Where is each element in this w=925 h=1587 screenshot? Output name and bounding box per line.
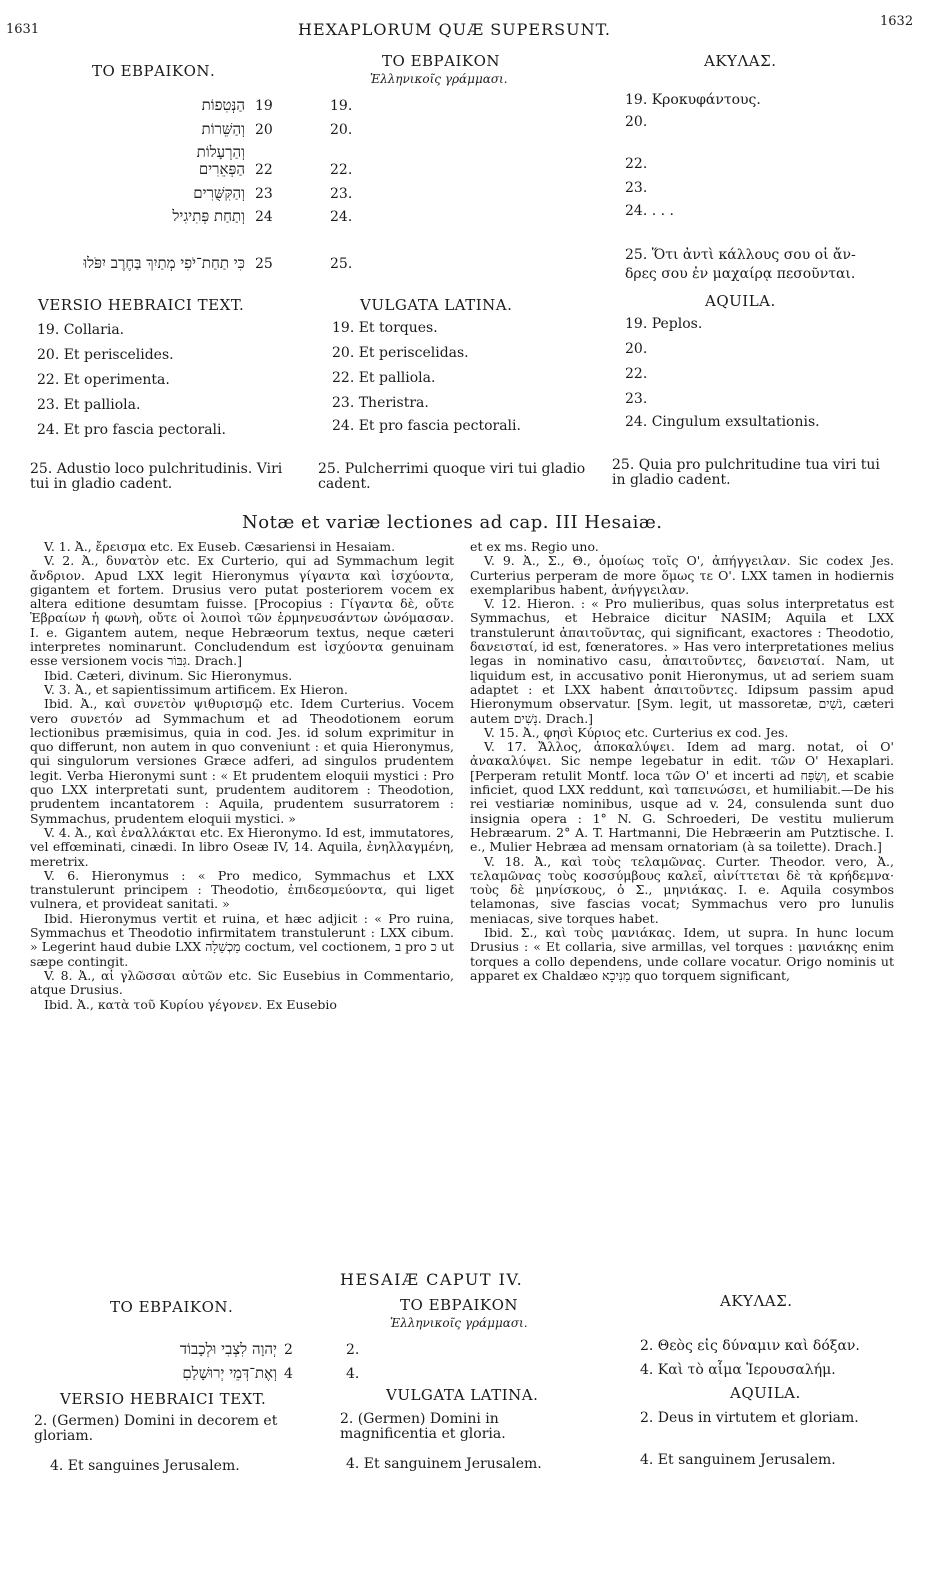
aquila-latin-line: 24. Cingulum exsultationis. bbox=[625, 414, 820, 430]
versio-verse-25: 25. Adustio loco pulchritudinis. Viri tui in gladio cadent. bbox=[30, 461, 283, 492]
aquila-greek-verse: 22. bbox=[625, 156, 648, 172]
hebrew-text: הַנְּטִפוֹת bbox=[201, 96, 245, 114]
note-paragraph: V. 6. Hieronymus : « Pro medico, Symmachus et LXX transtulerunt principem : Theodotio, ἐπιδεσμεύοντα, qui liget vulnera, et provideat sanitati. » bbox=[30, 867, 454, 912]
transliteration-verse: 22. bbox=[330, 162, 353, 178]
hebrew-verse-number: 4 bbox=[284, 1366, 293, 1382]
versio-line: 23. Et palliola. bbox=[37, 397, 141, 413]
aquila-greek-verse: 23. bbox=[625, 180, 648, 196]
aquila-greek-verse: 2. Θεὸς εἰς δύναμιν καὶ δόξαν. bbox=[640, 1338, 860, 1354]
aquila-latin-line: 2. Deus in virtutem et gloriam. bbox=[640, 1410, 859, 1426]
hebrew-verse-number: 22 bbox=[255, 162, 273, 178]
versio-hebraici-heading: VERSIO HEBRAICI TEXT. bbox=[38, 296, 245, 314]
aquila-latin-line: 22. bbox=[625, 366, 648, 382]
aquila-latin-line: 19. Peplos. bbox=[625, 316, 703, 332]
versio-line: 4. Et sanguines Jerusalem. bbox=[50, 1458, 240, 1474]
running-title: HEXAPLORUM QUÆ SUPERSUNT. bbox=[298, 20, 612, 39]
versio-line: 20. Et periscelides. bbox=[37, 347, 174, 363]
note-paragraph: Ibid. Σ., καὶ τοὺς μανιάκας. Idem, ut supra. In hunc locum Drusius : « Et collaria, sive armillas, vel torques : μανιάκης enim torques a collo dependens, unde collare vocatur. Origo nominis ut apparet ex Chaldæo מַנִּיכָא quo torquem significant, bbox=[470, 925, 894, 983]
vulgata-line: 4. Et sanguinem Jerusalem. bbox=[346, 1456, 542, 1472]
aquila-latin-heading: AQUILA. bbox=[730, 1384, 801, 1402]
hebrew-text: וְתַחַת פְּתִיגִיל bbox=[172, 207, 245, 225]
vulgata-line: 20. Et periscelidas. bbox=[332, 345, 469, 361]
versio-line: 2. (Germen) Domini in decorem et gloriam. bbox=[34, 1413, 278, 1444]
aquila-latin-heading: AQUILA. bbox=[705, 292, 776, 310]
vulgata-line: 19. Et torques. bbox=[332, 320, 438, 336]
versio-line: 24. Et pro fascia pectorali. bbox=[37, 422, 226, 438]
hebrew-text: הַפְּאֵרִים bbox=[198, 160, 245, 178]
aquila-greek-column-heading: ΑΚΥΛΑΣ. bbox=[720, 1292, 793, 1310]
note-paragraph: et ex ms. Regio uno. bbox=[470, 539, 599, 554]
hebrew-text: יְהוָה לִצְבִי וּלְכָבוֹד bbox=[179, 1340, 277, 1358]
hebrew-text: כִּי תַחַת־יֹפִי מְתַיִךְ בַּחֶרֶב יִפֹּלוּ bbox=[83, 254, 245, 272]
hebrew-text: וְהַרְעָלוֹת bbox=[196, 143, 245, 161]
page-number-right: 1632 bbox=[880, 14, 914, 29]
note-paragraph: V. 4. Ἀ., καὶ ἐναλλάκται etc. Ex Hieronymo. Id est, immutatores, vel effœminati, cinædi. In libro Oseæ IV, 14. Aquila, ἐνηλλαγμένη, meretrix. bbox=[30, 824, 454, 869]
note-paragraph: V. 2. Ἀ., δυνατὸν etc. Ex Curterio, qui ad Symmachum legit ἄνδριον. Apud LXX legit Hieronymus γίγαντα καὶ ἰσχύοντα, gigantem et fortem. Drusius vero putat posteriorem vocem ex altera editione desumtam fuisse. [Procopius : Γίγαντα δὲ, οὔτε Ἑβραίων ἡ φωνὴ, οὔτε οἱ λοιποὶ τῶν ἑρμηνευσάντων ὠνόμασαν. I. e. Gigantem autem, neque Hebræorum textus, neque cæteri interpretes nominarunt. Concludendum est ἰσχύοντα genuinam esse versionem vocis גִּבּוֹר. Drach.] bbox=[30, 553, 454, 669]
vulgata-line: 23. Theristra. bbox=[332, 395, 429, 411]
notes-right-column bbox=[470, 540, 894, 983]
note-paragraph: V. 1. Ἀ., ἔρεισμα etc. Ex Euseb. Cæsariensi in Hesaiam. bbox=[44, 539, 396, 554]
vulgata-line: 24. Et pro fascia pectorali. bbox=[332, 418, 521, 434]
aquila-greek-verse: 19. Κροκυφάντους. bbox=[625, 92, 761, 108]
hebrew-text: וְאֶת־דְּמֵי יְרוּשָׁלַםִ bbox=[182, 1364, 277, 1382]
transliteration-verse: 25. bbox=[330, 256, 353, 272]
hebrew-column-heading: ΤΟ ΕΒΡΑΙΚΟΝ. bbox=[110, 1298, 234, 1316]
note-paragraph: V. 3. Ἀ., et sapientissimum artificem. Ex Hieron. bbox=[44, 681, 348, 697]
aquila-greek-verse: 20. bbox=[625, 114, 648, 130]
chapter-title: HESAIÆ CAPUT IV. bbox=[340, 1270, 524, 1289]
note-paragraph: V. 8. Ἀ., αἱ γλῶσσαι αὐτῶν etc. Sic Eusebius in Commentario, atque Drusius. bbox=[30, 967, 454, 998]
page-number-left: 1631 bbox=[6, 22, 40, 37]
transliteration-verse: 19. bbox=[330, 98, 353, 114]
note-paragraph: Ibid. Ἀ., κατὰ τοῦ Κυρίου γέγονεν. Ex Eusebio bbox=[44, 996, 337, 1012]
note-paragraph: Ibid. Hieronymus vertit et ruina, et hæc adjicit : « Pro ruina, Symmachus et Theodotio infirmitatem transtulerunt : LXX cibum. » Legerint haud dubie LXX מַכְשֵׁלָה coctum, vel coctionem, ב pro כ ut sæpe contingit. bbox=[30, 910, 454, 969]
transliteration-verse: 20. bbox=[330, 122, 353, 138]
vulgata-heading: VULGATA LATINA. bbox=[386, 1386, 539, 1404]
aquila-greek-verse: 4. Καὶ τὸ αἷμα Ἱερουσαλήμ. bbox=[640, 1362, 836, 1378]
vulgata-line: 2. (Germen) Domini in magnificentia et gloria. bbox=[340, 1411, 506, 1442]
note-paragraph: V. 17. Ἄλλος, ἀποκαλύψει. Idem ad marg. notat, οἱ Ο' ἀνακαλύψει. Sic nempe legebatur in edit. τῶν Ο' Hexaplari. [Perperam retulit Montf. loca τῶν Ο' et incerti ad וְשִׂפַּח, et scabie inficiet, quod LXX reddunt, καὶ ταπεινώσει, et humiliabit.—De his rei vestiariæ nominibus, usque ad v. 24, consulenda sunt duo insignia opera : 1° N. G. Schroederi, De vestitu mulierum Hebræarum. 2° A. T. Hartmanni, Die Hebræerin am Putztische. I. e., Mulier Hebræa ad mensam ornatoriam (à sa toilette). Drach.] bbox=[470, 739, 894, 855]
aquila-greek-verse: 25. Ὅτι ἀντὶ κάλλους σου οἱ ἄν- bbox=[625, 247, 856, 263]
aquila-latin-line: 4. Et sanguinem Jerusalem. bbox=[640, 1452, 836, 1468]
hebrew-verse-number: 20 bbox=[255, 122, 273, 138]
versio-line: 22. Et operimenta. bbox=[37, 372, 170, 388]
note-paragraph: V. 9. Ἀ., Σ., Θ., ὁμοίως τοῖς Ο', ἀπήγγειλαν. Sic codex Jes. Curterius perperam de more ὅμως τε Ο'. LXX tamen in hodiernis exemplaribus habent, ἀνήγγειλαν. bbox=[470, 553, 894, 597]
aquila-latin-line: 20. bbox=[625, 341, 648, 357]
aquila-latin-verse-25: 25. Quia pro pulchritudine tua viri tui in gladio cadent. bbox=[612, 457, 880, 488]
vulgata-line: 22. Et palliola. bbox=[332, 370, 436, 386]
transliteration-column-subheading: Ἑλληνικοῖς γράμμασι. bbox=[370, 72, 508, 86]
transliteration-verse: 23. bbox=[330, 186, 353, 202]
aquila-latin-line: 23. bbox=[625, 391, 648, 407]
versio-hebraici-heading: VERSIO HEBRAICI TEXT. bbox=[60, 1390, 267, 1408]
note-paragraph: V. 15. Ἀ., φησὶ Κύριος etc. Curterius ex cod. Jes. bbox=[484, 724, 789, 740]
transliteration-column-heading: ΤΟ ΕΒΡΑΙΚΟΝ bbox=[382, 52, 501, 70]
hebrew-text: וְהַשֵּׁרוֹת bbox=[201, 120, 245, 138]
note-paragraph: Ibid. Ἀ., καὶ συνετὸν ψιθυρισμῷ etc. Idem Curterius. Vocem vero συνετόν ad Symmachum et ad Theodotionem eorum lectionibus præmisimus, quia in cod. Jes. id solum exprimitur in quo differunt, non autem in quo conveniunt : et quia Hieronymus, qui singulorum versiones Græce adferi, ad singulos prudentem legit. Verba Hieronymi sunt : « Et prudentem eloquii mystici : Pro quo LXX interpretati sunt, prudentem auditorem : Theodotion, prudentem incantatorem : Aquila, prudentem susurratorem : Symmachus, prudentem eloquii mystici. » bbox=[30, 696, 454, 826]
hebrew-column-heading: ΤΟ ΕΒΡΑΙΚΟΝ. bbox=[92, 62, 216, 80]
aquila-greek-verse-continued: δρες σου ἐν μαχαίρᾳ πεσοῦνται. bbox=[625, 266, 856, 282]
notes-left-column bbox=[30, 540, 454, 1012]
note-paragraph: V. 18. Ἀ., καὶ τοὺς τελαμῶνας. Curter. Theodor. vero, Ἀ., τελαμῶνας τοὺς κοσσύμβους καλεῖ, αἰνίττεται δὲ τὰ κρήδεμνα· τοὺς δὲ μηνίσκους, ὁ Σ., μηνιάκας. I. e. Aquila cosymbos telamonas, sive fascias vocat; Symmachus vero pro lunulis meniacas, sive torques habet. bbox=[470, 853, 894, 926]
notes-title: Notæ et variæ lectiones ad cap. III Hesaiæ. bbox=[242, 512, 663, 533]
hebrew-verse-number: 25 bbox=[255, 256, 273, 272]
transliteration-verse: 2. bbox=[346, 1342, 360, 1358]
hebrew-verse-number: 23 bbox=[255, 186, 273, 202]
transliteration-column-heading: ΤΟ ΕΒΡΑΙΚΟΝ bbox=[400, 1296, 519, 1314]
note-paragraph: Ibid. Cæteri, divinum. Sic Hieronymus. bbox=[44, 667, 293, 683]
hebrew-verse-number: 19 bbox=[255, 98, 273, 114]
hebrew-text: וְהַקִּשֻּׁרִים bbox=[193, 184, 245, 202]
transliteration-verse: 24. bbox=[330, 209, 353, 225]
versio-line: 19. Collaria. bbox=[37, 322, 125, 338]
transliteration-column-subheading: Ἑλληνικοῖς γράμμασι. bbox=[390, 1316, 528, 1330]
hebrew-verse-number: 24 bbox=[255, 209, 273, 225]
transliteration-verse: 4. bbox=[346, 1366, 360, 1382]
aquila-greek-verse: 24. . . . bbox=[625, 203, 674, 219]
vulgata-heading: VULGATA LATINA. bbox=[360, 296, 513, 314]
hebrew-verse-number: 2 bbox=[284, 1342, 293, 1358]
vulgata-verse-25: 25. Pulcherrimi quoque viri tui gladio cadent. bbox=[318, 461, 586, 492]
aquila-greek-column-heading: ΑΚΥΛΑΣ. bbox=[704, 52, 777, 70]
note-paragraph: V. 12. Hieron. : « Pro mulieribus, quas solus interpretatus est Symmachus, et Hebraice dicitur NASIM; Aquila et LXX transtulerunt ἀπαιτοῦντας, qui significant, exactores : Theodotio, δανεισταί, id est, fœneratores. » Has vero interpretationes melius legas in nominativo casu, ἀπαιτοῦντες, δανεισταί. Nam, ut liquidum est, in accusativo ponit Hieronymus, ut ad seriem suam adaptet : et LXX habent ἀπαιτοῦντες. Idipsum passim apud Hieronymum observatur. [Sym. legit, ut massoretæ, נֹשִׁים, cæteri autem נָשִׁים. Drach.] bbox=[470, 596, 895, 726]
